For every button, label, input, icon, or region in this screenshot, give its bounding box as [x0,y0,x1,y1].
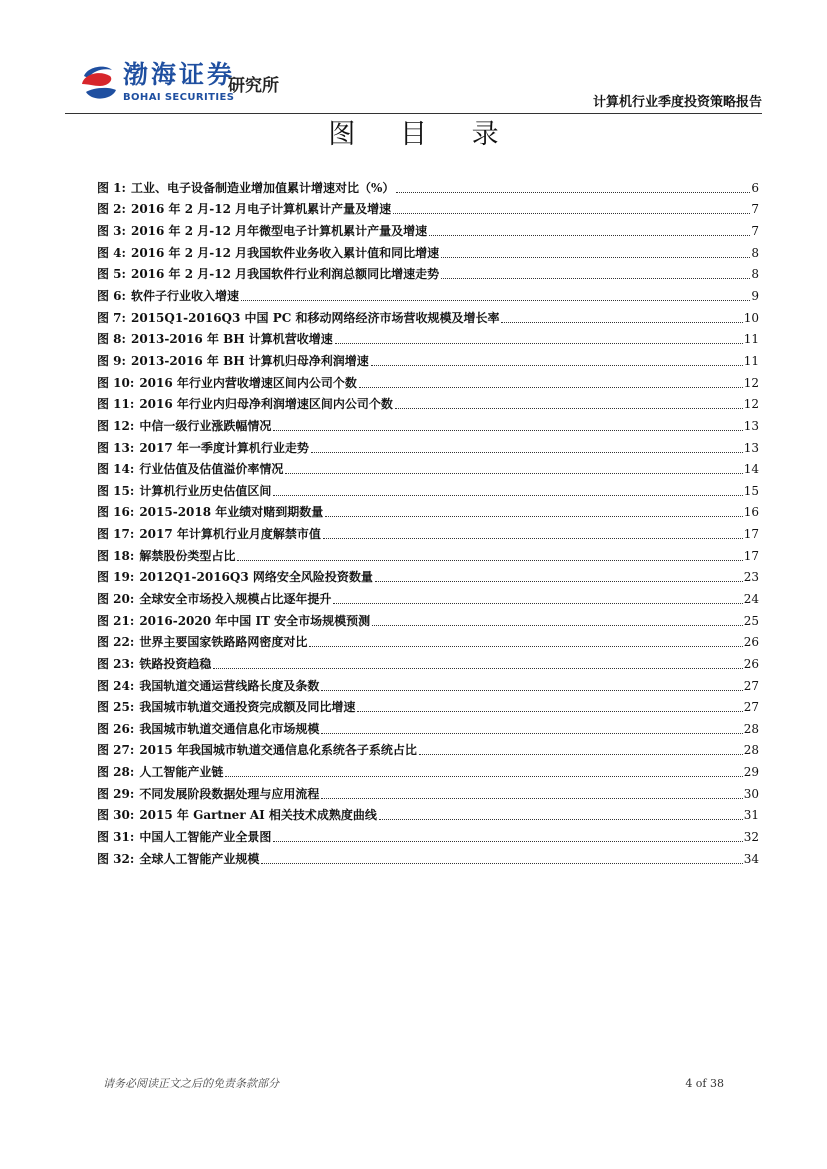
toc-dot-leader [375,580,743,582]
toc-entry-page: 23 [743,570,759,585]
toc-dot-leader [273,840,742,842]
toc-dot-leader [335,342,743,344]
toc-entry-title: 2015-2018 年业绩对赌到期数量 [139,505,324,520]
toc-entry-title: 软件子行业收入增速 [130,289,239,304]
toc-entry[interactable] [97,220,759,242]
toc-entry-page: 28 [743,721,759,736]
toc-entry-title: 计算机行业历史估值区间 [139,483,272,498]
toc-entry-title: 中信一级行业涨跌幅情况 [139,418,272,433]
toc-entry-number: 图 31: [97,830,135,845]
toc-entry-page: 24 [743,591,759,606]
toc-entry-number: 图 27: [97,743,135,758]
toc-entry-number: 图 26: [97,721,135,736]
toc-entry-number: 图 5: [97,267,126,282]
toc-entry[interactable] [97,761,759,783]
toc-entry-number: 图 2: [97,202,126,217]
toc-entry[interactable] [97,696,759,718]
toc-entry[interactable] [97,653,759,675]
toc-entry-number: 图 16: [97,505,135,520]
toc-entry-title: 2015 年 Gartner AI 相关技术成熟度曲线 [139,808,377,823]
toc-entry-title: 2015 年我国城市轨道交通信息化系统各子系统占比 [139,743,417,758]
toc-entry-title: 行业估值及估值溢价率情况 [139,462,284,477]
toc-entry-number: 图 10: [97,375,135,390]
toc-entry-title: 2016 年 2 月-12 月我国软件业务收入累计值和同比增速 [130,245,440,260]
toc-entry[interactable] [97,848,759,870]
toc-entry-number: 图 8: [97,332,126,347]
toc-dot-leader [333,602,742,604]
toc-dot-leader [419,753,743,755]
toc-entry-page: 11 [743,332,759,347]
toc-dot-leader [441,256,750,258]
toc-dot-leader [213,667,742,669]
toc-entry-title: 不同发展阶段数据处理与应用流程 [139,786,320,801]
toc-entry-number: 图 30: [97,808,135,823]
toc-dot-leader [321,797,742,799]
toc-entry[interactable] [97,307,759,329]
toc-dot-leader [241,299,750,301]
toc-dot-leader [261,862,742,864]
toc-entry-title: 全球人工智能产业规模 [139,851,260,866]
toc-entry-page: 29 [743,765,759,780]
toc-entry[interactable] [97,502,759,524]
toc-entry-number: 图 29: [97,786,135,801]
toc-entry-number: 图 9: [97,353,126,368]
toc-entry-number: 图 18: [97,548,135,563]
toc-entry[interactable] [97,242,759,264]
toc-entry-title: 2013-2016 年 BH 计算机归母净利润增速 [130,353,369,368]
toc-entry-number: 图 21: [97,613,135,628]
toc-entry-page: 10 [743,310,759,325]
toc-entry[interactable] [97,458,759,480]
toc-entry[interactable] [97,826,759,848]
toc-entry-page: 26 [743,635,759,650]
brand-name-cn: 渤海证券 [123,60,236,89]
toc-entry-title: 中国人工智能产业全景图 [139,830,272,845]
toc-entry-number: 图 6: [97,289,126,304]
toc-entry[interactable] [97,740,759,762]
toc-entry-page: 17 [743,527,759,542]
toc-dot-leader [357,710,742,712]
disclaimer-note: 请务必阅读正文之后的免责条款部分 [103,1077,279,1090]
toc-entry[interactable] [97,199,759,221]
toc-entry[interactable] [97,545,759,567]
toc-entry-page: 25 [743,613,759,628]
toc-entry[interactable] [97,783,759,805]
toc-dot-leader [237,559,742,561]
toc-entry-title: 2016 年行业内营收增速区间内公司个数 [139,375,357,390]
page-number: 4 of 38 [685,1077,724,1090]
toc-dot-leader [395,407,743,409]
toc-entry-number: 图 12: [97,418,135,433]
toc-entry[interactable] [97,285,759,307]
toc-dot-leader [396,191,750,193]
toc-entry-title: 2013-2016 年 BH 计算机营收增速 [130,332,333,347]
page-header [0,0,827,118]
toc-entry-page: 9 [751,289,759,304]
toc-entry-page: 8 [751,245,759,260]
toc-dot-leader [393,212,750,214]
toc-dot-leader [273,494,742,496]
toc-entry-number: 图 13: [97,440,135,455]
toc-dot-leader [225,775,742,777]
toc-entry[interactable] [97,718,759,740]
toc-entry[interactable] [97,675,759,697]
toc-entry-page: 26 [743,656,759,671]
toc-dot-leader [321,689,742,691]
toc-entry-page: 12 [743,375,759,390]
toc-entry[interactable] [97,480,759,502]
toc-dot-leader [285,472,742,474]
toc-entry-page: 15 [743,483,759,498]
toc-entry-title: 世界主要国家铁路路网密度对比 [139,635,308,650]
toc-entry[interactable] [97,523,759,545]
toc-entry-title: 解禁股份类型占比 [139,548,236,563]
toc-dot-leader [309,645,742,647]
toc-entry-page: 34 [743,851,759,866]
toc-entry-number: 图 23: [97,656,135,671]
toc-entry-number: 图 17: [97,527,135,542]
toc-dot-leader [501,321,742,323]
toc-entry-title: 2016 年 2 月-12 月我国软件行业利润总额同比增速走势 [130,267,440,282]
toc-entry-number: 图 28: [97,765,135,780]
toc-dot-leader [359,386,743,388]
figure-toc [97,177,759,870]
toc-dot-leader [311,451,743,453]
toc-dot-leader [325,515,742,517]
toc-entry-page: 14 [743,462,759,477]
toc-entry-page: 8 [751,267,759,282]
report-title: 计算机行业季度投资策略报告 [592,95,762,110]
toc-entry-page: 27 [743,700,759,715]
toc-dot-leader [371,364,743,366]
toc-entry-title: 工业、电子设备制造业增加值累计增速对比（%） [130,180,395,195]
toc-entry-page: 13 [743,418,759,433]
toc-entry-number: 图 1: [97,180,126,195]
toc-entry-number: 图 25: [97,700,135,715]
toc-entry[interactable] [97,631,759,653]
page-title: 图 目 录 [328,119,517,150]
toc-entry-title: 2016 年 2 月-12 月年微型电子计算机累计产量及增速 [130,224,428,239]
toc-entry-number: 图 22: [97,635,135,650]
toc-entry-page: 11 [743,353,759,368]
toc-dot-leader [372,624,743,626]
toc-entry-page: 7 [751,224,759,239]
toc-entry-page: 30 [743,786,759,801]
toc-dot-leader [323,537,743,539]
toc-dot-leader [273,429,742,431]
toc-entry-page: 12 [743,397,759,412]
toc-entry-page: 27 [743,678,759,693]
toc-entry[interactable] [97,372,759,394]
institute-label: 研究所 [228,76,279,96]
bohai-logo-icon [78,62,120,104]
toc-dot-leader [379,818,743,820]
toc-entry[interactable] [97,610,759,632]
toc-entry-page: 13 [743,440,759,455]
toc-entry-number: 图 3: [97,224,126,239]
toc-entry-title: 2016 年行业内归母净利润增速区间内公司个数 [139,397,393,412]
toc-entry[interactable] [97,177,759,199]
toc-entry-title: 2012Q1-2016Q3 网络安全风险投资数量 [139,570,373,585]
brand-name-en: BOHAI SECURITIES [123,92,235,103]
toc-entry[interactable] [97,588,759,610]
toc-entry-page: 7 [751,202,759,217]
toc-entry-page: 31 [743,808,759,823]
toc-entry[interactable] [97,437,759,459]
toc-entry-title: 2015Q1-2016Q3 中国 PC 和移动网络经济市场营收规模及增长率 [130,310,500,325]
toc-entry[interactable] [97,350,759,372]
toc-entry-number: 图 24: [97,678,135,693]
toc-entry-title: 2016 年 2 月-12 月电子计算机累计产量及增速 [130,202,392,217]
toc-entry-title: 2016-2020 年中国 IT 安全市场规模预测 [139,613,371,628]
toc-entry-number: 图 4: [97,245,126,260]
toc-entry-number: 图 11: [97,397,135,412]
toc-entry-title: 我国城市轨道交通信息化市场规模 [139,721,320,736]
toc-entry[interactable] [97,567,759,589]
toc-dot-leader [429,234,750,236]
toc-entry-title: 铁路投资趋稳 [139,656,212,671]
toc-entry-number: 图 19: [97,570,135,585]
toc-entry[interactable] [97,415,759,437]
toc-entry-number: 图 20: [97,591,135,606]
toc-entry-number: 图 15: [97,483,135,498]
toc-entry-page: 32 [743,830,759,845]
toc-entry-title: 人工智能产业链 [139,765,224,780]
header-divider [65,113,762,114]
toc-entry[interactable] [97,328,759,350]
toc-entry-title: 全球安全市场投入规模占比逐年提升 [139,591,332,606]
toc-entry-title: 2017 年计算机行业月度解禁市值 [139,527,321,542]
toc-entry-number: 图 14: [97,462,135,477]
toc-entry-title: 我国轨道交通运营线路长度及条数 [139,678,320,693]
toc-entry[interactable] [97,264,759,286]
toc-entry[interactable] [97,805,759,827]
toc-entry-page: 6 [751,180,759,195]
toc-entry-number: 图 32: [97,851,135,866]
toc-entry-title: 我国城市轨道交通投资完成额及同比增速 [139,700,356,715]
toc-entry-page: 17 [743,548,759,563]
toc-dot-leader [441,277,750,279]
toc-entry-page: 16 [743,505,759,520]
toc-entry-title: 2017 年一季度计算机行业走势 [139,440,309,455]
toc-entry-number: 图 7: [97,310,126,325]
toc-entry[interactable] [97,393,759,415]
toc-dot-leader [321,732,742,734]
toc-entry-page: 28 [743,743,759,758]
